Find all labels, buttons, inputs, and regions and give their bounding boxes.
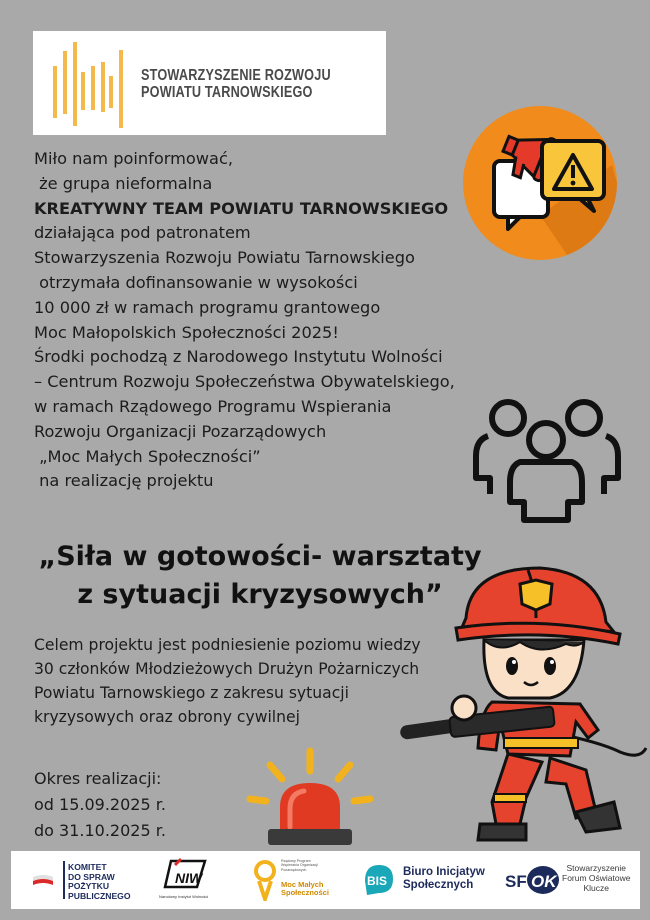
people-group-icon	[470, 396, 625, 524]
niw-logo-icon	[161, 857, 211, 893]
moc-small-line: Pozarządowych	[281, 867, 307, 872]
moc-small-line: Rządowy Program	[281, 859, 311, 863]
project-title-line-2: z sytuacji kryzysowych”	[77, 579, 443, 610]
intro-line: Stowarzyszenia Rozwoju Powiatu Tarnowskiego	[34, 248, 415, 268]
komitet-logo-text	[68, 863, 131, 901]
logo-line-1: STOWARZYSZENIE ROZWOJU	[141, 67, 331, 84]
project-title-line-1: „Siła w gotowości- warsztaty	[38, 541, 482, 572]
poland-flag-icon	[33, 873, 53, 887]
intro-line: „Moc Małych Społeczności”	[34, 446, 261, 466]
intro-line: Moc Małopolskich Społeczności 2025!	[34, 322, 339, 342]
goal-line: Celem projektu jest podniesienie poziomu wiedzy	[34, 636, 421, 654]
logo-line-2: POWIATU TARNOWSKIEGO	[141, 84, 313, 101]
group-name: KREATYWNY TEAM POWIATU TARNOWSKIEGO	[34, 198, 449, 218]
sfok-name-line: Klucze	[583, 883, 609, 893]
moc-name-line: Społeczności	[281, 888, 329, 897]
goal-line: kryzysowych oraz obrony cywilnej	[34, 708, 300, 726]
sponsor-logos-bar	[11, 851, 640, 909]
period-to: do 31.10.2025 r.	[34, 821, 166, 840]
period-label: Okres realizacji:	[34, 769, 162, 788]
sfok-mark-ok: OK	[531, 872, 557, 891]
organization-logo	[33, 31, 386, 135]
niw-logo-text: Narodowy Instytut Wolności	[159, 894, 209, 899]
komitet-line: POŻYTKU	[68, 881, 110, 891]
komitet-line: KOMITET	[68, 862, 107, 872]
project-period	[34, 766, 166, 844]
sfok-mark-s: SF	[505, 872, 527, 891]
firefighter-illustration	[400, 562, 648, 852]
sfok-logo-text	[562, 863, 631, 893]
sfok-name-line: Forum Oświatowe	[562, 873, 631, 883]
logo-text	[141, 67, 331, 101]
intro-line: że grupa nieformalna	[34, 173, 213, 193]
moc-program-text	[281, 859, 318, 872]
komitet-divider	[63, 861, 65, 899]
logo-bars-icon	[51, 36, 141, 131]
bis-mark: BIS	[367, 874, 388, 888]
moc-logo-icon	[253, 859, 277, 901]
warning-icon	[542, 141, 604, 211]
moc-small-line: Wspierania Organizacji	[281, 863, 318, 868]
komitet-line: PUBLICZNEGO	[68, 890, 131, 901]
bis-logo-icon	[361, 863, 397, 897]
intro-line: na realizację projektu	[34, 471, 214, 491]
bis-logo-text	[403, 866, 485, 892]
sfok-logo-icon	[505, 863, 561, 897]
intro-line: 10 000 zł w ramach programu grantowego	[34, 297, 381, 317]
goal-text	[34, 633, 434, 729]
intro-line: Miło nam poinformować,	[34, 149, 233, 168]
intro-line: działająca pod patronatem	[34, 223, 251, 243]
komitet-line: DO SPRAW	[68, 871, 115, 882]
intro-line: otrzymała dofinansowanie w wysokości	[34, 272, 358, 292]
goal-line: Powiatu Tarnowskiego z zakresu sytuacji	[34, 684, 349, 702]
period-from: od 15.09.2025 r.	[34, 795, 166, 814]
goal-line: 30 członków Młodzieżowych Drużyn Pożarniczych	[34, 660, 420, 678]
bis-name-line: Społecznych	[403, 879, 474, 891]
intro-line: – Centrum Rozwoju Społeczeństwa Obywatelskiego,	[34, 372, 455, 392]
intro-line: Rozwoju Organizacji Pozarządowych	[34, 421, 327, 441]
intro-line: w ramach Rządowego Programu Wspierania	[34, 396, 392, 416]
sfok-name-line: Stowarzyszenie	[566, 863, 627, 873]
moc-name-line: Moc Małych	[281, 880, 324, 889]
bis-name-line: Biuro Inicjatyw	[403, 866, 485, 878]
intro-text	[34, 147, 504, 494]
niw-mark: NIW	[175, 870, 203, 886]
moc-logo-text	[281, 881, 329, 897]
siren-icon	[240, 745, 380, 849]
intro-line: Środki pochodzą z Narodowego Instytutu Wolności	[34, 347, 443, 367]
